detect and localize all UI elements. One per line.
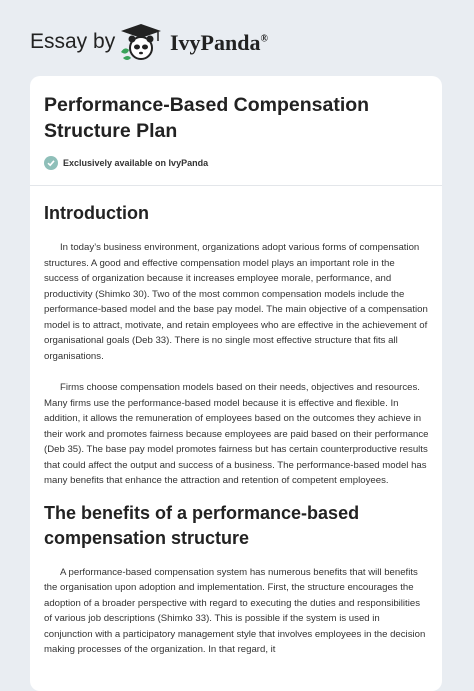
page-title: Performance-Based Compensation Structure Plan (44, 94, 370, 142)
check-icon (44, 156, 58, 170)
paragraph: Firms choose compensation models based on their needs, objectives and resources. Many firms use the performance-based model because it is effective and flexible. In addition, it allows the remuneration of employees based on the outcomes they achieve in their work and promotes fairness because employees are paid based on their performance (Deb 35). The base pay model promotes fairness but has certain counterproductive results that could affect the output and success of a business. The performance-based model has many benefits that enhance the attraction and retention of competent employees. (44, 382, 429, 486)
divider (30, 185, 442, 186)
exclusive-text: Exclusively available on IvyPanda (63, 158, 209, 168)
exclusive-badge (44, 156, 429, 170)
paragraph: A performance-based compensation system has numerous benefits that will benefits the organisation upon adoption and implementation. First, the structure encourages the adoption of a broader perspective with regard to executing the duties and responsibilities of various job descriptions (Shimko 33). This is possible if the system is used in conjunction with a participatory management style that involves employees in the decision making processes of the organization. In that regard, it (44, 566, 426, 655)
logo-wordmark[interactable] (170, 30, 268, 56)
panda-graduate-icon (118, 22, 164, 62)
brand-text: Essay by (30, 30, 116, 53)
section-heading-benefits: The benefits of a performance-based compensation structure (44, 502, 360, 548)
registered-mark: ® (260, 33, 268, 45)
essay-card (30, 76, 442, 691)
logo-name: IvyPanda (170, 30, 261, 55)
paragraph: In today’s business environment, organizations adopt various forms of compensation structures. A good and effective compensation model plays an important role in the success of organization because it increases employee morale, performance, and productivity (Shimko 30). Two of the most common compensation models include the performance-based model and the base pay model. The main objective of a compensation model is to attract, motivate, and retain employees who are effective in the achievement of organisational goals (Deb 33). There is no single most effective structure that fits all organisations. (44, 242, 428, 362)
essay-content (44, 92, 429, 658)
section-heading-introduction: Introduction (44, 203, 149, 223)
header (0, 0, 474, 76)
